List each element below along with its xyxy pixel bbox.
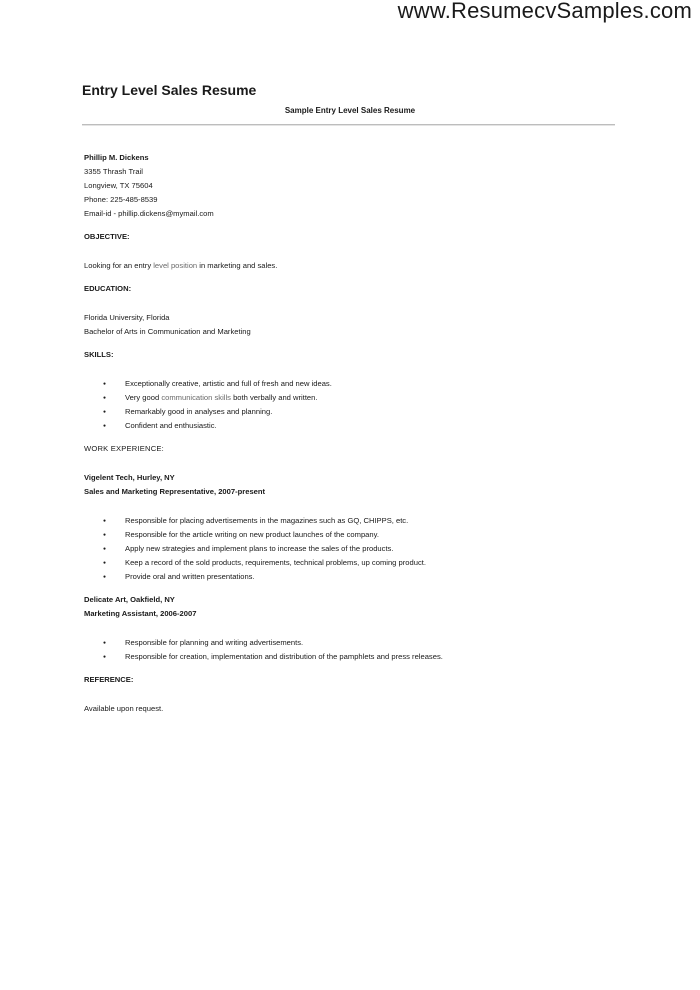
email-line: Email-id - phillip.dickens@mymail.com [84, 209, 214, 218]
document-subtitle: Sample Entry Level Sales Resume [284, 106, 416, 115]
list-item: ● Responsible for the article writing on new product launches of the company. [84, 528, 624, 542]
work-experience-heading: WORK EXPERIENCE: [84, 444, 164, 453]
skills-heading: SKILLS: [84, 350, 114, 359]
list-item: ● Apply new strategies and implement plans to increase the sales of the products. [84, 542, 624, 556]
job-duties-list [84, 514, 624, 584]
objective-heading: OBJECTIVE: [84, 232, 130, 241]
list-item: ● Provide oral and written presentations. [84, 570, 624, 584]
education-heading: EDUCATION: [84, 284, 132, 293]
level-position-link[interactable]: level position [153, 261, 198, 270]
list-item: ● Responsible for creation, implementation and distribution of the pamphlets and press releases. [84, 650, 624, 664]
education-school: Florida University, Florida [84, 313, 170, 322]
job-company: Delicate Art, Oakfield, NY [84, 595, 175, 604]
contact-block [84, 151, 624, 221]
applicant-name: Phillip M. Dickens [84, 153, 149, 162]
job-role: Sales and Marketing Representative, 2007-present [84, 487, 266, 496]
site-watermark: www.ResumecvSamples.com [397, 0, 692, 23]
job-company: Vigelent Tech, Hurley, NY [84, 473, 175, 482]
job-role: Marketing Assistant, 2006-2007 [84, 609, 197, 618]
list-item: ● Remarkably good in analyses and planning. [84, 405, 624, 419]
skills-list [84, 377, 624, 433]
list-item: ● Exceptionally creative, artistic and full of fresh and new ideas. [84, 377, 624, 391]
reference-heading: REFERENCE: [84, 675, 134, 684]
list-item: ● Keep a record of the sold products, requirements, technical problems, up coming product. [84, 556, 624, 570]
city-line: Longview, TX 75604 [84, 181, 153, 190]
objective-text: Looking for an entry level position in marketing and sales. [84, 261, 278, 270]
communication-skills-link[interactable]: communication skills [161, 393, 231, 402]
list-item: ● Responsible for placing advertisements in the magazines such as GQ, CHIPPS, etc. [84, 514, 624, 528]
document-title: Entry Level Sales Resume [82, 82, 257, 98]
job-duties-list [84, 636, 624, 664]
resume-body [84, 151, 624, 716]
list-item: ● Responsible for planning and writing advertisements. [84, 636, 624, 650]
list-item: ● Very good communication skills both verbally and written. [84, 391, 624, 405]
address-line: 3355 Thrash Trail [84, 167, 143, 176]
education-degree: Bachelor of Arts in Communication and Marketing [84, 327, 251, 336]
phone-line: Phone: 225-485-8539 [84, 195, 158, 204]
list-item: ● Confident and enthusiastic. [84, 419, 624, 433]
reference-text: Available upon request. [84, 704, 164, 713]
title-divider [82, 124, 615, 126]
